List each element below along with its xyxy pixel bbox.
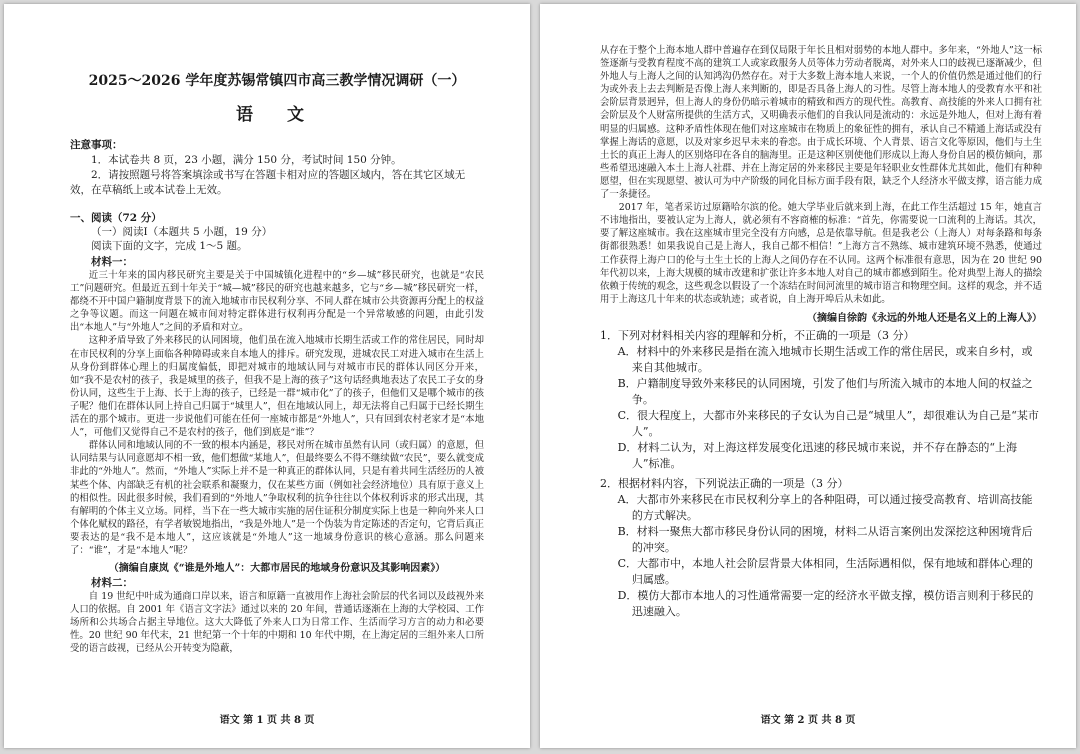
notice-item: 2．请按照题号将答案填涂或书写在答题卡相对应的答题区域内，答在其它区域无效，在草稿纸上或本试卷上无效。 [70, 169, 466, 196]
material1-paragraph: 这种矛盾导致了外来移民的认同困境，他们虽在流入地城市长期生活或工作的常住居民，同时却在市民权利的分享上面临各种障碍或来自本地人的排斥。研究发现，进城农民工对进入城市在生活上从身份到群体心理上的归属度偏低，即把对城市的地域认同与对城市市民的群体认同区分开来，如“我不是农村的孩子，我是城里的孩子，但我不是上海的孩子”这句话经典地表达了农民工子女的身份认同，这些生于上海、长于上海的孩子，已经是一群“城市化”了的孩子，但他们又是哪个城市的孩子呢？他们在群体认同上持自己归属于“城里人”，但在地域认同上，却无法将自己归属于已经长期生活在的那个城市。更进一步说他们可能在任何一座城市都是“外地人”，只有回到农村老家才是“本地人”，可他们又觉得自己不是农村的孩子，他们到底是“谁”？ [70, 335, 484, 439]
notice-heading: 注意事项： [70, 139, 123, 151]
material2-paragraph: 从存在于整个上海本地人群中普遍存在到仅局限于年长且相对弱势的本地人群中。多年来，“外地人”这一标签逐渐与受教育程度不高的建筑工人或家政服务人员等体力劳动者脱离，对外来人口的歧视已逐渐减少，但外地人与上海人之间的认知鸿沟仍然存在。对于大多数上海本地人来说，一个人的价值仍然是通过他们的行为或外表上去去判断是否像上海人来判断的，即是否具备上海人的习性。尽管上海本地人的受教育水平和社会阶层背景迥异，但上海人的身份仍暗示着城市的精致和西方的现代性。高教育、高技能的外来人口拥有社会阶层及个人财富所提供的生活方式，又明确表示他们的自我认同是流动的：永远是外地人，但对上海有着明显的归属感。这种矛盾性体现在他们对这座城市在物质上的象征性的拥有，承认自己不精通上海话或没有掌握上海话的意愿，以及对家乡迟早未来的眷恋。由于成长环境、个人背景、语言文化等原因，他们与土生土长的真正上海人的区别烙印在各自的脑海里。正是这种区别使他们形成以上海人身份自居的模仿倾向，那些希望迅速融入本土上海人社群、并在上海定居的外来移民主要是年轻职业女性群体尤其如此，他们有种种愿望，但在实现愿望、被认可为中产阶级的同化目标方面手段有限，缺乏个人经济水平做支撑，语言能力成了一条捷径。 [600, 45, 1042, 201]
material1-label: 材料一： [91, 256, 133, 268]
material1-paragraph: 近三十年来的国内移民研究主要是关于中国城镇化进程中的“乡—城”移民研究，也就是“农民工”问题研究。但最近五到十年关于“城—城”移民的研究也越来越多，它与“乡—城”移民研究一样，都绕不开中国户籍制度背景下的流入地城市市民权利分享、不同人群在城市公共资源再分配上的权益之争等议题。而这一问题在城市间对特定群体进行权利再分配是一个异常敏感的问题，由此引发出“本地人”与“外地人”之间的矛盾和对立。 [70, 270, 484, 334]
subsection-heading: （一）阅读Ⅰ（本题共 5 小题，19 分） [91, 226, 273, 238]
material2-label: 材料二： [91, 577, 133, 590]
answer-option: B．材料一聚焦大都市移民身份认同的困境，材料二从语言案例出发深挖这种困境背后的冲突。 [617, 524, 1033, 554]
subject-title: 语 文 [236, 105, 318, 125]
material2-paragraph: 2017 年，笔者采访过原籍哈尔滨的伦。她大学毕业后就来到上海，在此工作生活超过 15 年，她直言不讳地指出，要被认定为上海人，就必须有不容商榷的标准：“首先，你需要说一口流利的上海话。其次，要了解这座城市。我在这座城市里完全没有方向感，总是依靠导航。但是我老公（上海人）对每条路和每条街都很熟悉！如果我说自己是上海人，我自己都不相信！”上海方言不熟练、城市建筑环境不熟悉，使通过工作获得上海户口的伦与土生土长的上海人之间仍存在不认同。这两个标准很有意思，因为在 20 世纪 90 年代初以来，上海大规模的城市改建和扩张让许多本地人对自己的城市都感到陌生。伦对典型上海人的描绘依赖于传统的观念，这些观念以假设了一个冻结在时间河流里的城市语言和物理空间。这样的观念，并不适用于上海这几十年来的状态或轨迹；或者说，自上海开埠后从未如此。 [600, 202, 1042, 305]
material2-paragraph: 自 19 世纪中叶成为通商口岸以来，语言和原籍一直被用作上海社会阶层的代名词以及歧视外来人口的依据。自 2001 年《语言文字法》通过以来的 20 年间，普通话逐渐在上海的大学校园、工作场所和公共场合占据主导地位。这大大降低了外来人口为日常工作、生活而学习方言的动力和必要性。20 世纪 90 年代末，21 世纪第一个十年的中期和 10 年代中期，在上海定居的三组外来人口所受的语言歧视，已经从公开转变为隐蔽， [70, 591, 484, 655]
reading-instruction: 阅读下面的文字，完成 1～5 题。 [91, 240, 248, 252]
material1-source: （摘编自康岚《“谁是外地人”：大都市居民的地域身份意识及其影响因素》） [108, 563, 446, 575]
section-heading: 一、阅读（72 分） [70, 212, 162, 224]
page-footer: 语文 第 1 页 共 8 页 [219, 715, 315, 726]
answer-option: A．材料中的外来移民是指在流入地城市长期生活或工作的常住居民，或来自乡村，或来自其他城市。 [617, 344, 1033, 374]
exam-title: 2025～2026 学年度苏锡常镇四市高三教学情况调研（一） [88, 73, 466, 89]
page-2 [540, 4, 1076, 748]
notice-item: 1．本试卷共 8 页，23 小题，满分 150 分，考试时间 150 分钟。 [91, 154, 402, 166]
page-footer: 语文 第 2 页 共 8 页 [760, 715, 856, 726]
answer-option: B．户籍制度导致外来移民的认同困境，引发了他们与所流入城市的本地人间的权益之争。 [617, 376, 1033, 406]
answer-option: C．大都市中，本地人社会阶层背景大体相同，生活际遇相似，保有地域和群体心理的归属感。 [617, 556, 1034, 586]
material2-source: （摘编自徐韵《永远的外地人还是名义上的上海人》） [807, 312, 1042, 324]
answer-option: D．模仿大都市本地人的习性通常需要一定的经济水平做支撑，模仿语言则利于移民的迅速融入。 [617, 588, 1034, 618]
answer-option: D．材料二认为，对上海这样发展变化迅速的移民城市来说，并不存在静态的“上海人”标准。 [617, 440, 1018, 470]
question-stem: 1．下列对材料相关内容的理解和分析，不正确的一项是（3 分） [600, 328, 915, 342]
answer-option: A．大都市外来移民在市民权利分享上的各种阻碍，可以通过接受高教育、培训高技能的方式解决。 [617, 492, 1033, 522]
material1-paragraph: 群体认同和地域认同的不一致的根本内涵是，移民对所在城市虽然有认同（或归属）的意愿，但认同结果与认同意愿却不相一致，他们想做“某地人”，但最终要么不得不继续做“农民”，要么就变成非此的“外地人”。然而，“外地人”实际上并不是一种真正的群体认同，只是有着共同生活经历的人被某些个体、内部缺乏有机的社会联系和凝聚力，仅在某些方面（例如社会经济地位）具有原于意义上的相似性。因此很多时候，我们看到的“外地人”争取权利的抗争往往以个体权利诉求的形式出现，其有解明的个体主义立场。同样，当下在一些大城市实施的居住证积分制度实际上也是一种向外来人口个体化赋权的路径，有学者敏锐地指出，“我是外地人”是一个伪装为肯定陈述的否定句，它背后真正要表达的是“我不是本地人”，这应该就是“外地人”这一地域身份意识的核心意涵。那么问题来了：“谁”，才是“本地人”呢？ [70, 440, 484, 556]
question-stem: 2．根据材料内容，下列说法正确的一项是（3 分） [600, 476, 849, 490]
page-1 [4, 4, 530, 748]
answer-option: C．很大程度上，大都市外来移民的子女认为自己是“城里人”，却很难认为自己是“某市人”。 [617, 408, 1039, 438]
